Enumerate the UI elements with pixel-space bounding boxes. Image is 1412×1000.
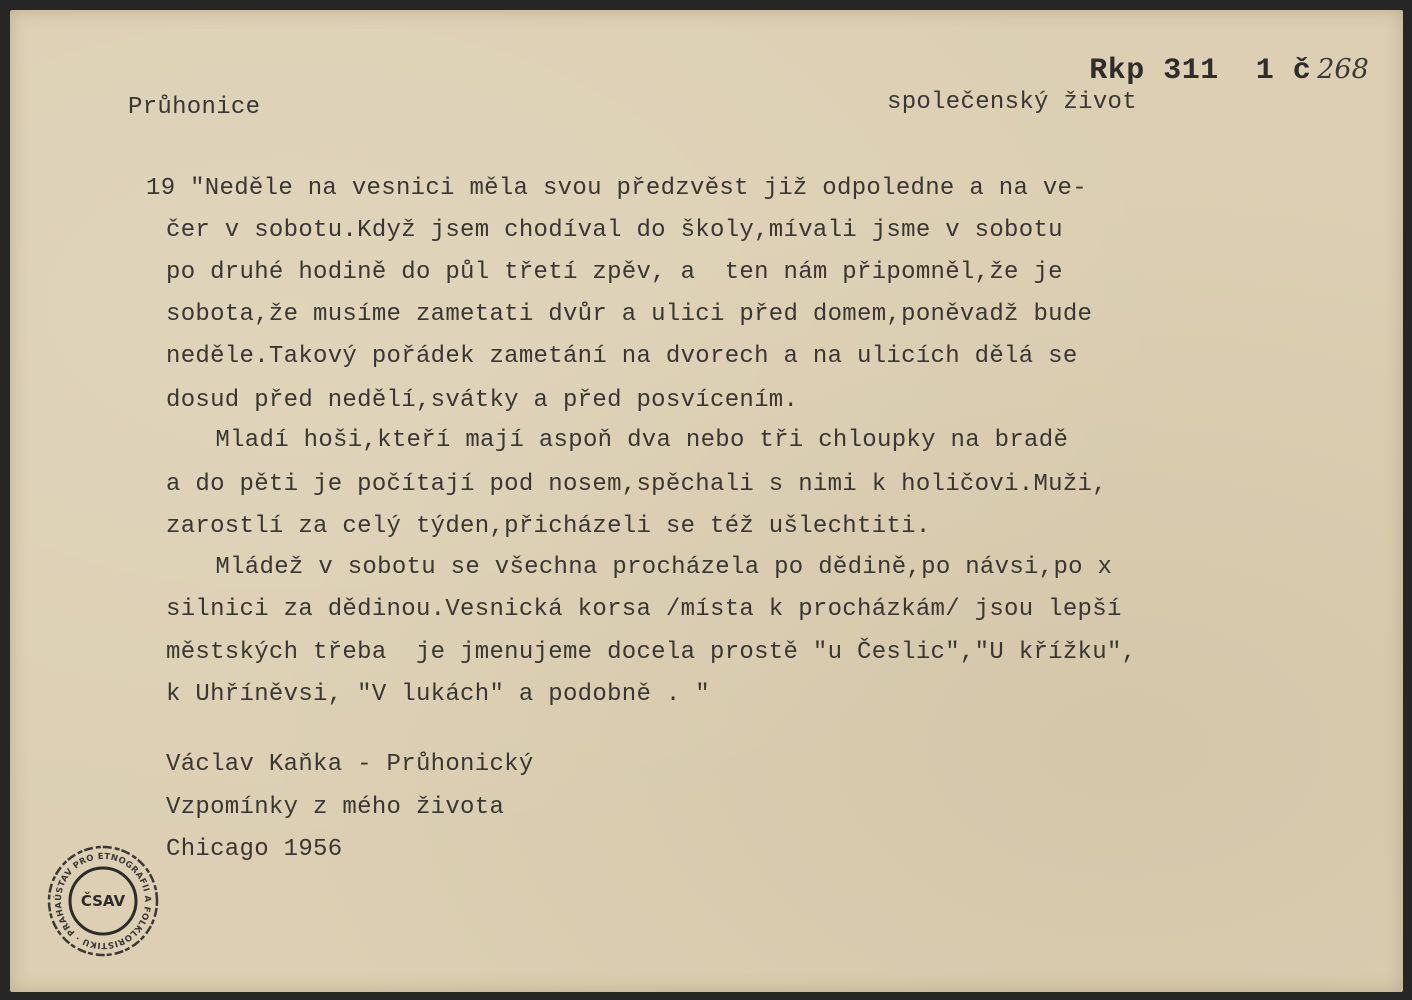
- catalog-prefix: Rkp 311 1 č: [1089, 54, 1312, 88]
- stamp-center-text: ČSAV: [80, 892, 126, 910]
- body-line: Mládež v sobotu se všechna procházela po dědině,po návsi,po x: [186, 554, 1113, 581]
- place-heading: Průhonice: [128, 94, 261, 121]
- body-line: dosud před nedělí,svátky a před posvícením.: [166, 387, 799, 414]
- body-line: 19 "Neděle na vesnici měla svou předzvěst již odpoledne a na ve-: [146, 175, 1087, 202]
- source-place-year: Chicago 1956: [166, 836, 343, 863]
- body-line: městských třeba je jmenujeme docela prostě "u Česlic","U křížku",: [166, 639, 1137, 666]
- body-line: čer v sobotu.Když jsem chodíval do školy,mívali jsme v sobotu: [166, 217, 1063, 244]
- body-line: silnici za dědinou.Vesnická korsa /místa k procházkám/ jsou lepší: [166, 596, 1122, 623]
- body-line: zarostlí za celý týden,přicházeli se též ušlechtiti.: [166, 513, 931, 540]
- institution-stamp: [44, 838, 162, 964]
- stamp-ring-text: ÚSTAV PRO ETNOGRAFII A FOLKLORISTIKU · PRAHA: [53, 851, 153, 951]
- catalog-number: [1070, 40, 1369, 86]
- catalog-handwritten-number: 268: [1317, 54, 1369, 85]
- body-line: a do pěti je počítají pod nosem,spěchali s nimi k holičovi.Muži,: [166, 471, 1107, 498]
- source-title: Vzpomínky z mého života: [166, 794, 505, 821]
- body-line: Mladí hoši,kteří mají aspoň dva nebo tři chloupky na bradě: [186, 427, 1069, 454]
- body-line: k Uhříněvsi, "V lukách" a podobně . ": [166, 681, 710, 708]
- topic-heading: společenský život: [887, 89, 1137, 116]
- source-author: Václav Kaňka - Průhonický: [166, 751, 534, 778]
- body-line: neděle.Takový pořádek zametání na dvorech a na ulicích dělá se: [166, 343, 1078, 370]
- body-line: sobota,že musíme zametati dvůr a ulici před domem,poněvadž bude: [166, 301, 1093, 328]
- body-line: po druhé hodině do půl třetí zpěv, a ten nám připomněl,že je: [166, 259, 1063, 286]
